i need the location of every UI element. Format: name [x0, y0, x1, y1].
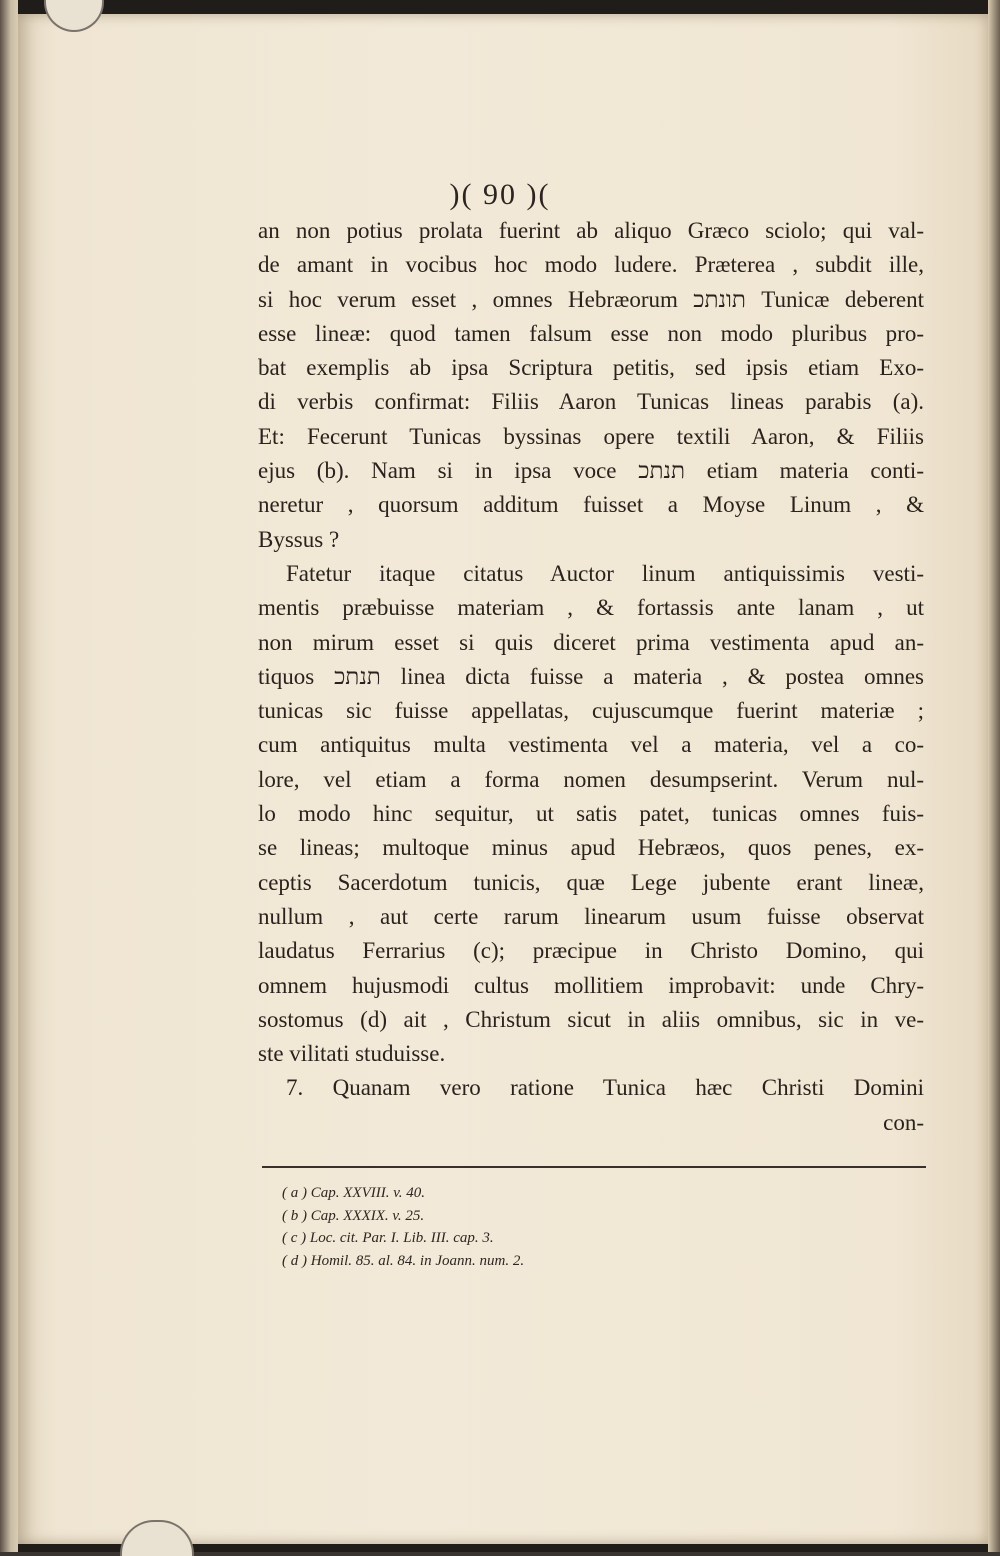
footnotes: [282, 1182, 882, 1272]
text-line: Byssus ?: [258, 526, 340, 552]
footnote: ( b ) Cap. XXXIX. v. 25.: [282, 1207, 425, 1224]
text-line: 7. Quanam vero ratione Tunica hæc Christi Domini: [286, 1075, 924, 1101]
page-number: )( 90 )(: [449, 178, 551, 211]
catchword: con-: [883, 1109, 924, 1135]
text-line: Fatetur itaque citatus Auctor linum antiquissimis vesti-: [286, 560, 924, 586]
text-line: ceptis Sacerdotum tunicis, quæ Lege jubente erant lineæ,: [258, 869, 924, 895]
text-line: de amant in vocibus hoc modo ludere. Præterea , subdit ille,: [258, 252, 924, 278]
text-line: ste vilitati studuisse.: [258, 1041, 446, 1067]
text-line: bat exemplis ab ipsa Scriptura petitis, sed ipsis etiam Exo-: [258, 355, 924, 381]
text-line: lo modo hinc sequitur, ut satis patet, tunicas omnes fuis-: [258, 801, 924, 827]
text-line: nullum , aut certe rarum linearum usum fuisse observat: [258, 903, 924, 929]
text-line: si hoc verum esset , omnes Hebræorum תונתכ Tunicæ deberent: [258, 286, 925, 312]
text-line: di verbis confirmat: Filiis Aaron Tunicas lineas parabis (a).: [258, 389, 924, 415]
text-line: an non potius prolata fuerint ab aliquo Græco sciolo; qui val-: [258, 218, 924, 243]
page-edge: [988, 0, 1000, 1552]
text-line: tunicas sic fuisse appellatas, cujuscumque fuerint materiæ ;: [258, 698, 924, 724]
footnote: ( a ) Cap. XXVIII. v. 40.: [282, 1185, 426, 1201]
text-line: cum antiquitus multa vestimenta vel a materia, vel a co-: [258, 732, 924, 758]
footnote: ( c ) Loc. cit. Par. I. Lib. III. cap. 3.: [282, 1230, 494, 1246]
text-line: laudatus Ferrarius (c); præcipue in Christo Domino, qui: [258, 938, 924, 964]
text-line: neretur , quorsum additum fuisset a Moyse Linum , &: [258, 492, 924, 518]
footnote: ( d ) Homil. 85. al. 84. in Joann. num. 2.: [282, 1252, 525, 1269]
text-line: esse lineæ: quod tamen falsum esse non modo pluribus pro-: [258, 320, 924, 346]
text-line: se lineas; multoque minus apud Hebræos, quos penes, ex-: [258, 835, 924, 861]
book-spine: [0, 0, 18, 1552]
text-line: sostomus (d) ait , Christum sicut in aliis omnibus, sic in ve-: [258, 1006, 924, 1032]
text-line: Et: Fecerunt Tunicas byssinas opere textili Aaron, & Filiis: [258, 423, 924, 449]
footnote-divider: [262, 1166, 926, 1168]
body-text: [258, 214, 924, 1140]
text-line: ejus (b). Nam si in ipsa voce תנתכ etiam materia conti-: [258, 458, 924, 484]
text-line: lore, vel etiam a forma nomen desumpserint. Verum nul-: [258, 766, 924, 792]
text-line: tiquos תנתכ linea dicta fuisse a materia , & postea omnes: [258, 663, 924, 689]
text-line: mentis præbuisse materiam , & fortassis ante lanam , ut: [258, 595, 924, 621]
text-line: omnem hujusmodi cultus mollitiem improbavit: unde Chry-: [258, 972, 924, 998]
text-line: non mirum esset si quis diceret prima vestimenta apud an-: [258, 629, 924, 655]
